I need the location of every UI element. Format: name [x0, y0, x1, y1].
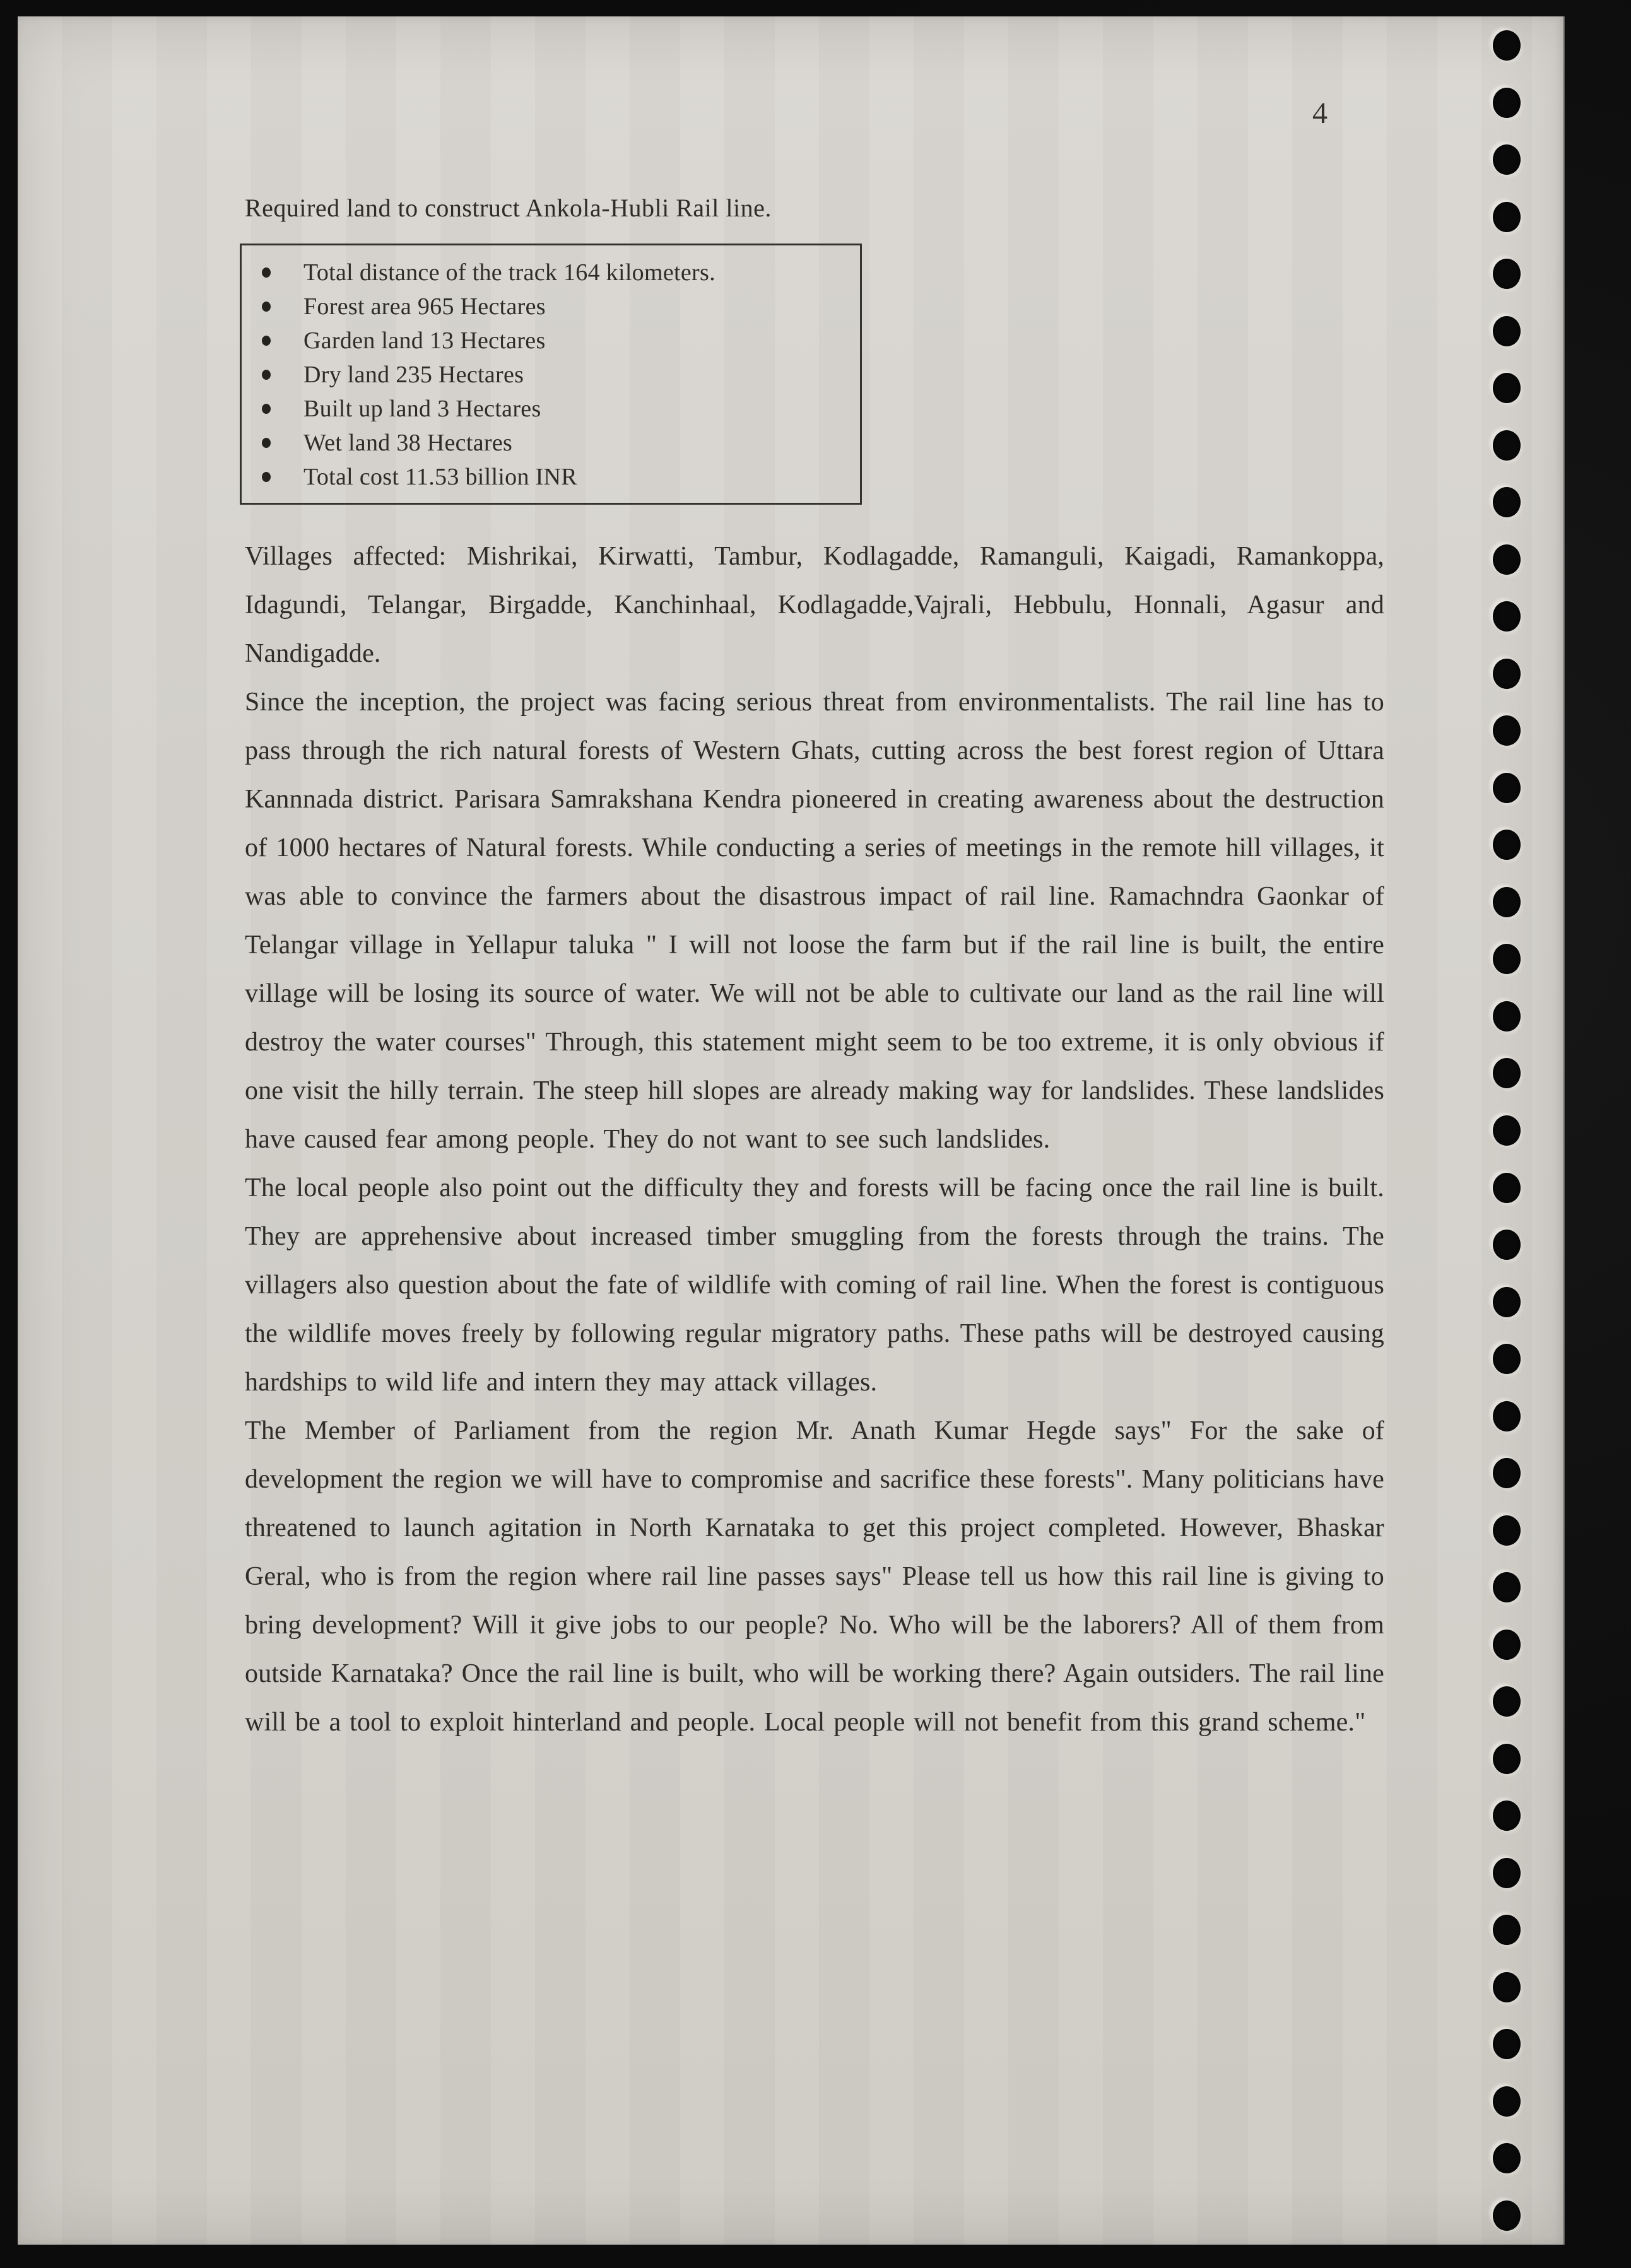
info-box-item — [242, 460, 851, 494]
info-box-item-label: Garden land 13 Hectares — [303, 327, 546, 354]
info-box-item — [242, 426, 851, 460]
document-body — [245, 532, 1384, 1747]
body-paragraph: Since the inception, the project was facing serious threat from environmentalists. The rail line has to pass through the rich natural forests of Western Ghats, cutting across the best forest region of Uttara Kannnada district. Parisara Samrakshana Kendra pioneered in creating awareness about the destruction of 1000 hectares of Natural forests. While conducting a series of meetings in the remote hill villages, it was able to convince the farmers about the disastrous impact of rail line. Ramachndra Gaonkar of Telangar village in Yellapur taluka " I will not loose the farm but if the rail line is built, the entire village will be losing its source of water. We will not be able to cultivate our land as the rail line will destroy the water courses" Through, this statement might seem to be too extreme, it is only obvious if one visit the hilly terrain. The steep hill slopes are already making way for landslides. These landslides have caused fear among people. They do not want to see such landslides. — [245, 688, 1384, 1154]
info-box-item-label: Dry land 235 Hectares — [303, 361, 524, 388]
info-box-item-label: Forest area 965 Hectares — [303, 293, 546, 320]
body-paragraph: Villages affected: Mishrikai, Kirwatti, Tambur, Kodlagadde, Ramanguli, Kaigadi, Ramankoppa, Idagundi, Telangar, Birgadde, Kanchinhaal, Kodlagadde,Vajrali, Hebbulu, Honnali, Agasur and Nandigadde. — [245, 542, 1384, 668]
bullet-icon — [262, 370, 271, 380]
page-number: 4 — [1312, 97, 1328, 130]
info-box-item — [242, 290, 851, 324]
info-box-item-label: Total distance of the track 164 kilometers. — [303, 259, 715, 286]
info-box-item — [242, 256, 851, 290]
document-page — [18, 16, 1563, 2245]
bullet-icon — [262, 472, 271, 482]
body-paragraph: The Member of Parliament from the region Mr. Anath Kumar Hegde says" For the sake of development the region we will have to compromise and sacrifice these forests". Many politicians have threatened to launch agitation in North Karnataka to get this project completed. However, Bhaskar Geral, who is from the region where rail line passes says" Please tell us how this rail line is giving to bring development? Will it give jobs to our people? No. Who will be the laborers? All of them from outside Karnataka? Once the rail line is built, who will be working there? Again outsiders. The rail line will be a tool to exploit hinterland and people. Local people will not benefit from this grand scheme." — [245, 1416, 1384, 1737]
bullet-icon — [262, 438, 271, 448]
info-box-item — [242, 324, 851, 358]
info-box-list — [242, 256, 851, 494]
bullet-icon — [262, 336, 271, 346]
body-paragraph: The local people also point out the difficulty they and forests will be facing once the rail line is built. They are apprehensive about increased timber smuggling from the forests through the trains. The villagers also question about the fate of wildlife with coming of rail line. When the forest is contiguous the wildlife moves freely by following regular migratory paths. These paths will be destroyed causing hardships to wild life and intern they may attack villages. — [245, 1173, 1384, 1397]
bullet-icon — [262, 267, 271, 278]
info-box-item-label: Total cost 11.53 billion INR — [303, 464, 577, 490]
info-box-item — [242, 392, 851, 426]
document-heading: Required land to construct Ankola-Hubli Rail line. — [245, 194, 772, 222]
info-box-item-label: Built up land 3 Hectares — [303, 396, 541, 422]
info-box-item — [242, 358, 851, 392]
info-box-item-label: Wet land 38 Hectares — [303, 430, 513, 456]
info-box — [240, 244, 862, 505]
bullet-icon — [262, 404, 271, 414]
bullet-icon — [262, 302, 271, 312]
